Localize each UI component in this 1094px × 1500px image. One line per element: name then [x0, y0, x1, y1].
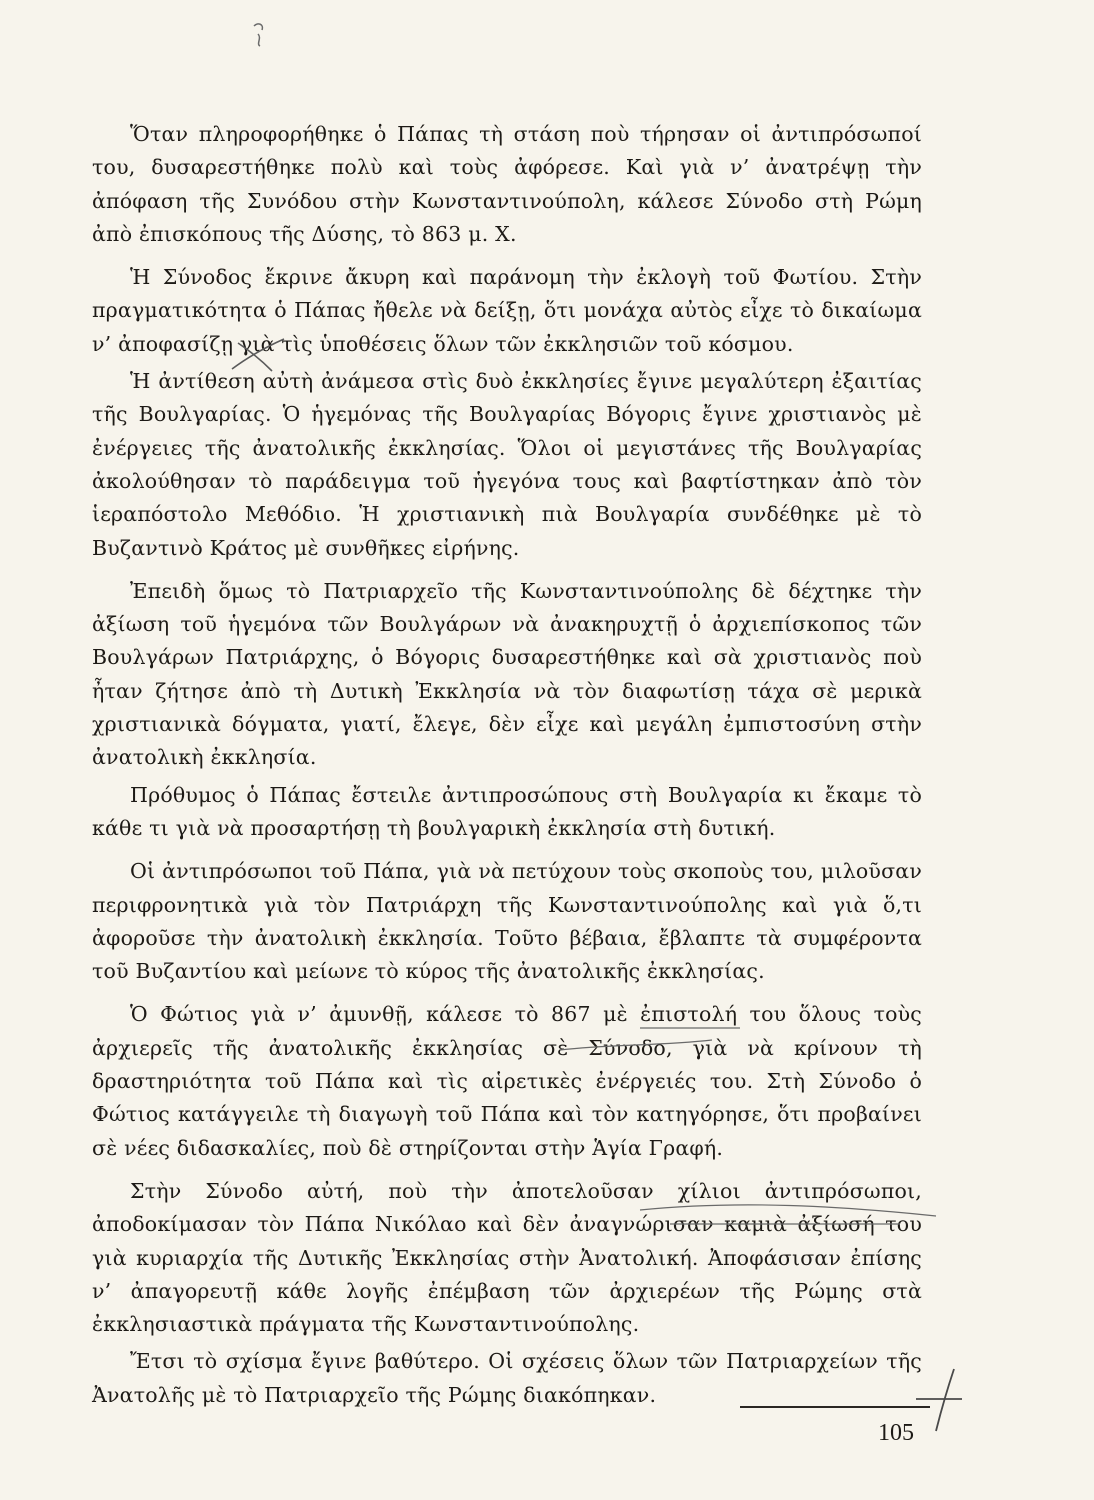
handwritten-mark-top — [248, 20, 278, 50]
footer-rule — [740, 1406, 930, 1408]
paragraph-4: Ἐπειδὴ ὅμως τὸ Πατριαρχεῖο τῆς Κωνσταντινούπολης δὲ δέχτηκε τὴν ἀξίωση τοῦ ἡγεμόνα τῶν Βουλγάρων νὰ ἀνακηρυχτῇ ὁ ἀρχιεπίσκοπος τῶν Βουλγάρων Πατριάρχης, ὁ Βόγορις δυσαρεστήθηκε καὶ σὰ χριστιανὸς ποὺ ἦταν ζήτησε ἀπὸ τὴ Δυτικὴ Ἐκκλησία νὰ τὸν διαφωτίσῃ τάχα σὲ μερικὰ χριστιανικὰ δόγματα, γιατί, ἔλεγε, δὲν εἶχε καὶ μεγάλη ἐμπιστοσύνη στὴν ἀνατολικὴ ἐκκλησία. — [92, 578, 922, 770]
paragraph-2: Ἡ Σύνοδος ἔκρινε ἄκυρη καὶ παράνομη τὴν ἐκλογὴ τοῦ Φωτίου. Στὴν πραγματικότητα ὁ Πάπας ἤθελε νὰ δείξῃ, ὅτι μονάχα αὐτὸς εἶχε τὸ δικαίωμα ν’ ἀποφασίζῃ γιὰ τὶς ὑποθέσεις ὅλων τῶν ἐκκλησιῶν τοῦ κόσμου. — [92, 265, 922, 356]
paragraph-1: Ὅταν πληροφορήθηκε ὁ Πάπας τὴ στάση ποὺ τήρησαν οἱ ἀντιπρόσωποί του, δυσαρεστήθηκε πολὺ καὶ τοὺς ἀφόρεσε. Καὶ γιὰ ν’ ἀνατρέψῃ τὴν ἀπόφαση τῆς Συνόδου στὴν Κωνσταντινούπολη, κάλεσε Σύνοδο στὴ Ρώμη ἀπὸ ἐπισκόπους τῆς Δύσης, τὸ 863 μ. Χ. — [92, 122, 922, 246]
paragraph-7: Ὁ Φώτιος γιὰ ν’ ἀμυνθῇ, κάλεσε τὸ 867 μὲ ἐπιστολή του ὅλους τοὺς ἀρχιερεῖς τῆς ἀνατολικῆς ἐκκλησίας σὲ Σύνοδο, γιὰ νὰ κρίνουν τὴ δραστηριότητα τοῦ Πάπα καὶ τὶς αἱρετικὲς ἐνέργειές του. Στὴ Σύνοδο ὁ Φώτιος κατάγγειλε τὴ διαγωγὴ τοῦ Πάπα καὶ τὸν κατηγόρησε, ὅτι προβαίνει σὲ νέες διδασκαλίες, ποὺ δὲ στηρίζονται στὴν Ἁγία Γραφή. — [92, 1002, 922, 1160]
body-text — [92, 118, 922, 1422]
paragraph-8: Στὴν Σύνοδο αὐτή, ποὺ τὴν ἀποτελοῦσαν χίλιοι ἀντιπρόσωποι, ἀποδοκίμασαν τὸν Πάπα Νικόλαο καὶ δὲν ἀναγνώρισαν καμιὰ ἀξίωσή του γιὰ κυριαρχία τῆς Δυτικῆς Ἐκκλησίας στὴν Ἀνατολική. Ἀποφάσισαν ἐπίσης ν’ ἀπαγορευτῇ κάθε λογῆς ἐπέμβαση τῶν ἀρχιερέων τῆς Ρώμης στὰ ἐκκλησιαστικὰ πράγματα τῆς Κωνσταντινούπολης. — [92, 1178, 922, 1337]
page-number: 105 — [878, 1420, 914, 1446]
paragraph-5: Πρόθυμος ὁ Πάπας ἔστειλε ἀντιπροσώπους στὴ Βουλγαρία κι ἔκαμε τὸ κάθε τι γιὰ νὰ προσαρτήσῃ τὴ βουλγαρικὴ ἐκκλησία στὴ δυτική. — [92, 782, 922, 840]
paragraph-3: Ἡ ἀντίθεση αὐτὴ ἀνάμεσα στὶς δυὸ ἐκκλησίες ἔγινε μεγαλύτερη ἐξαιτίας τῆς Βουλγαρίας. Ὁ ἡγεμόνας τῆς Βουλγαρίας Βόγορις ἔγινε χριστιανὸς μὲ ἐνέργειες τῆς ἀνατολικῆς ἐκκλησίας. Ὅλοι οἱ μεγιστάνες τῆς Βουλγαρίας ἀκολούθησαν τὸ παράδειγμα τοῦ ἡγεγόνα τους καὶ βαφτίστηκαν ἀπὸ τὸν ἱεραπόστολο Μεθόδιο. Ἡ χριστιανικὴ πιὰ Βουλγαρία συνδέθηκε μὲ τὸ Βυζαντινὸ Κράτος μὲ συνθῆκες εἰρήνης. — [92, 369, 922, 560]
paragraph-6: Οἱ ἀντιπρόσωποι τοῦ Πάπα, γιὰ νὰ πετύχουν τοὺς σκοποὺς του, μιλοῦσαν περιφρονητικὰ γιὰ τὸν Πατριάρχη τῆς Κωνσταντινούπολης καὶ γιὰ ὅ,τι ἀφοροῦσε τὴν ἀνατολικὴ ἐκκλησία. Τοῦτο βέβαια, ἔβλαπτε τὰ συμφέροντα τοῦ Βυζαντίου καὶ μείωνε τὸ κύρος τῆς ἀνατολικῆς ἐκκλησίας. — [92, 859, 922, 984]
paragraph-9: Ἔτσι τὸ σχίσμα ἔγινε βαθύτερο. Οἱ σχέσεις ὅλων τῶν Πατριαρχείων τῆς Ἀνατολῆς μὲ τὸ Πατριαρχεῖο τῆς Ρώμης διακόπηκαν. — [92, 1349, 922, 1407]
